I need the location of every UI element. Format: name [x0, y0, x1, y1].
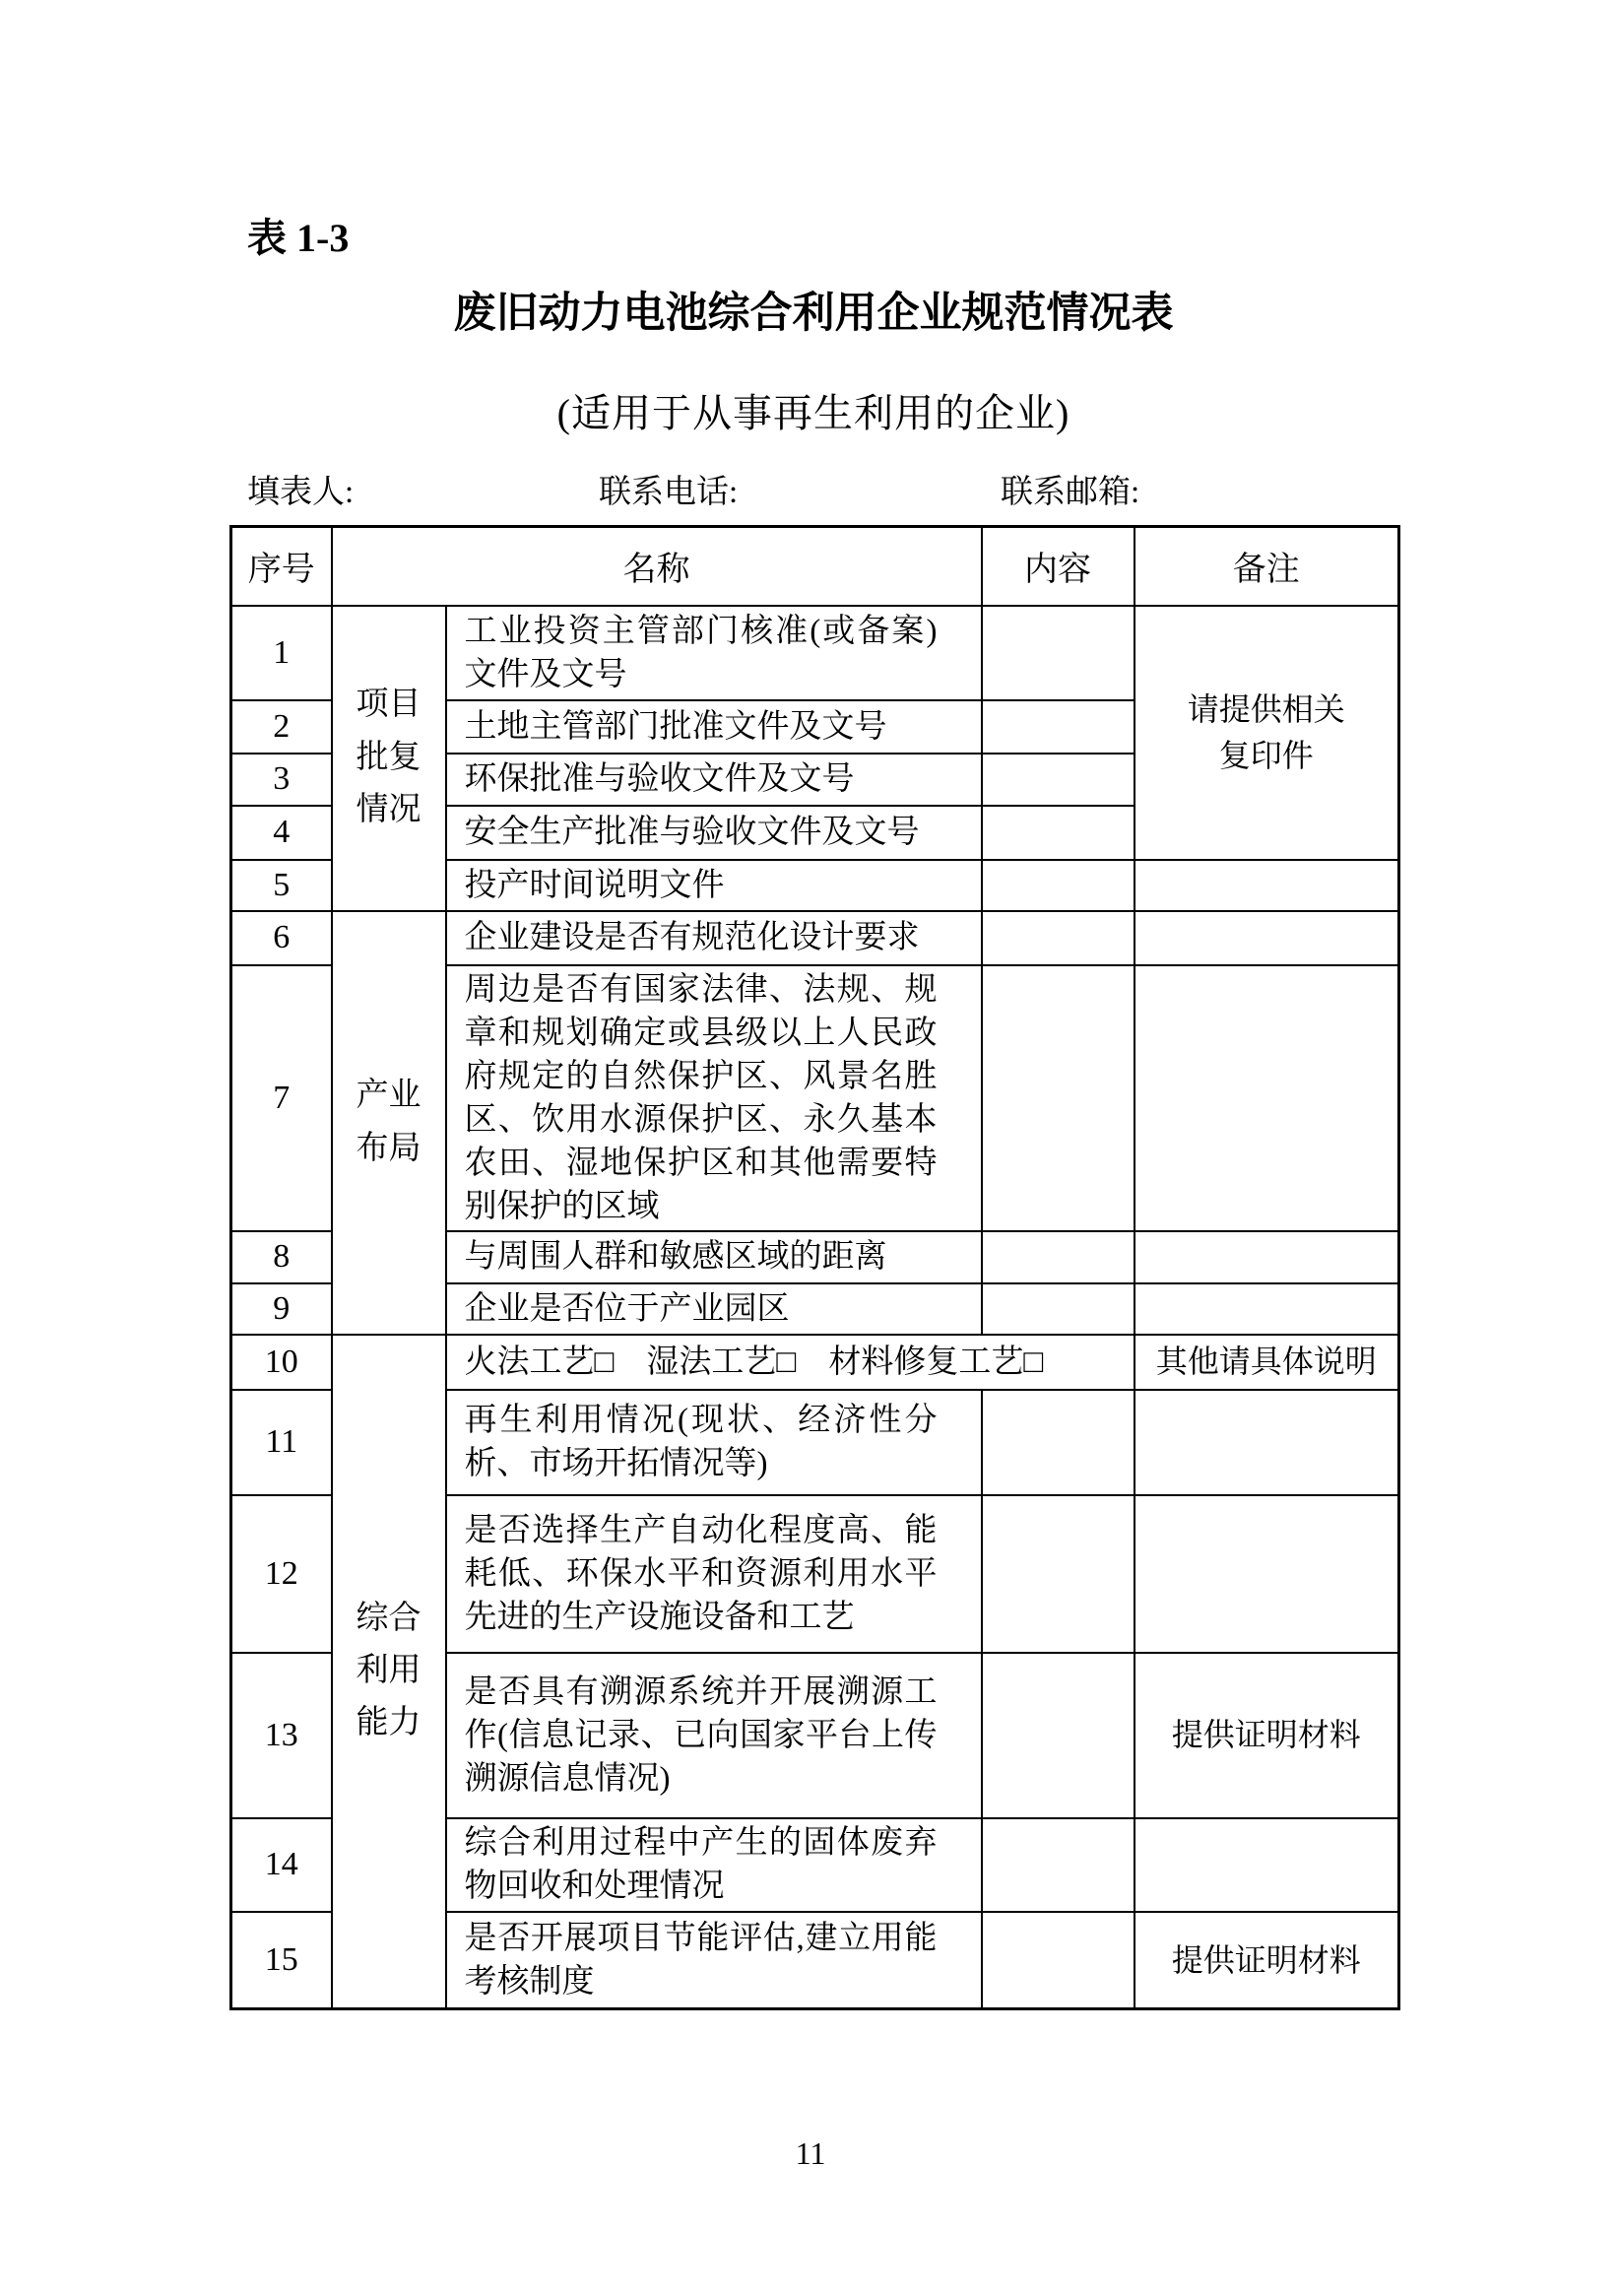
remark-cell: 提供证明材料: [1135, 1653, 1399, 1818]
index-cell: 14: [231, 1818, 332, 1912]
header-no: 序号: [231, 527, 332, 606]
table-header-row: [231, 527, 1399, 606]
remark-cell: [1135, 1495, 1399, 1653]
index-cell: 6: [231, 911, 332, 965]
content-cell: [982, 606, 1135, 700]
category-label: 综合利用能力: [356, 1600, 421, 1741]
content-cell: [982, 1283, 1135, 1335]
content-cell: [982, 1231, 1135, 1283]
spec-table: [229, 525, 1400, 2010]
name-cell: 与周围人群和敏感区域的距离: [446, 1231, 982, 1283]
index-cell: 13: [231, 1653, 332, 1818]
content-cell: [982, 860, 1135, 911]
index-cell: 10: [231, 1335, 332, 1390]
remark-cell: [1135, 860, 1399, 911]
page-title: 废旧动力电池综合利用企业规范情况表: [453, 291, 1174, 337]
remark-cell: 提供证明材料: [1135, 1912, 1399, 2009]
name-cell: 环保批准与验收文件及文号: [446, 754, 982, 806]
index-cell: 7: [231, 965, 332, 1231]
content-cell: [982, 1495, 1135, 1653]
remark-cell: 其他请具体说明: [1135, 1335, 1399, 1390]
index-cell: 8: [231, 1231, 332, 1283]
name-cell: 是否开展项目节能评估,建立用能考核制度: [446, 1912, 982, 2009]
content-cell: [982, 965, 1135, 1231]
content-cell: [982, 1653, 1135, 1818]
category-cell-utilization-capability: [332, 1335, 446, 2009]
remark-cell: [1135, 1390, 1399, 1495]
content-cell: [982, 754, 1135, 806]
name-cell: 是否具有溯源系统并开展溯源工作(信息记录、已向国家平台上传溯源信息情况): [446, 1653, 982, 1818]
page-number: 11: [795, 2135, 826, 2171]
page-subtitle: (适用于从事再生利用的企业): [556, 391, 1070, 435]
name-cell: 再生利用情况(现状、经济性分析、市场开拓情况等): [446, 1390, 982, 1495]
remark-cell: [1135, 911, 1399, 965]
index-cell: 15: [231, 1912, 332, 2009]
name-cell: 企业是否位于产业园区: [446, 1283, 982, 1335]
name-cell-process-options: 火法工艺□ 湿法工艺□ 材料修复工艺□: [446, 1335, 1135, 1390]
index-cell: 9: [231, 1283, 332, 1335]
content-cell: [982, 1818, 1135, 1912]
email-label: 联系邮箱:: [1001, 475, 1140, 510]
index-cell: 4: [231, 806, 332, 860]
table-number-label: 表 1-3: [247, 216, 350, 260]
header-content: 内容: [982, 527, 1135, 606]
category-label: 产业布局: [356, 1078, 421, 1166]
name-cell: 综合利用过程中产生的固体废弃物回收和处理情况: [446, 1818, 982, 1912]
name-cell: 企业建设是否有规范化设计要求: [446, 911, 982, 965]
category-cell-industry-layout: [332, 911, 446, 1335]
index-cell: 3: [231, 754, 332, 806]
category-label: 项目批复情况: [356, 687, 421, 828]
header-name: 名称: [332, 527, 982, 606]
table-row: [231, 1335, 1399, 1390]
table-row: [231, 911, 1399, 965]
content-cell: [982, 911, 1135, 965]
index-cell: 11: [231, 1390, 332, 1495]
name-cell: 投产时间说明文件: [446, 860, 982, 911]
header-remark: 备注: [1135, 527, 1399, 606]
name-cell: 安全生产批准与验收文件及文号: [446, 806, 982, 860]
name-cell: 是否选择生产自动化程度高、能耗低、环保水平和资源利用水平先进的生产设施设备和工艺: [446, 1495, 982, 1653]
remark-cell: [1135, 1818, 1399, 1912]
index-cell: 2: [231, 700, 332, 754]
category-cell-project-approval: [332, 606, 446, 911]
content-cell: [982, 1912, 1135, 2009]
name-cell: 土地主管部门批准文件及文号: [446, 700, 982, 754]
remark-text: 请提供相关复印件: [1187, 691, 1345, 773]
content-cell: [982, 1390, 1135, 1495]
remark-cell: [1135, 606, 1399, 860]
index-cell: 1: [231, 606, 332, 700]
remark-cell: [1135, 965, 1399, 1231]
name-cell: 工业投资主管部门核准(或备案)文件及文号: [446, 606, 982, 700]
remark-cell: [1135, 1283, 1399, 1335]
content-cell: [982, 700, 1135, 754]
remark-cell: [1135, 1231, 1399, 1283]
index-cell: 5: [231, 860, 332, 911]
name-cell: 周边是否有国家法律、法规、规章和规划确定或县级以上人民政府规定的自然保护区、风景名胜区、饮用水源保护区、永久基本农田、湿地保护区和其他需要特别保护的区域: [446, 965, 982, 1231]
table-row: [231, 606, 1399, 700]
content-cell: [982, 806, 1135, 860]
filler-label: 填表人:: [247, 475, 355, 510]
phone-label: 联系电话:: [599, 475, 739, 510]
index-cell: 12: [231, 1495, 332, 1653]
